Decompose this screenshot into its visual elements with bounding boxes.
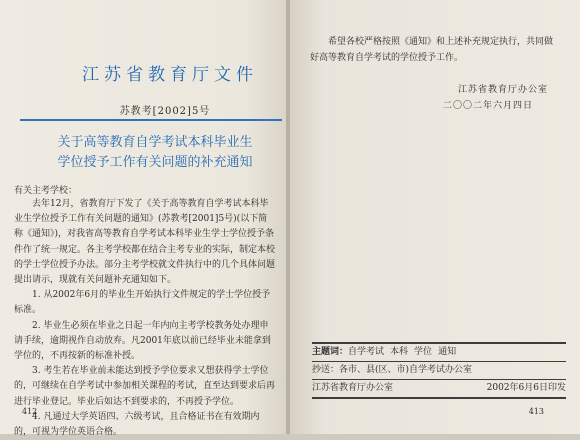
paragraph: 3. 考生若在毕业前未能达到授予学位要求又想获得学士学位的，可继续在自学考试中参加相关课程的考试，直至达到要求后再进行毕业登记。毕业后如达不到要求的，不再授予学位。: [14, 366, 276, 407]
cc-row: [312, 362, 566, 379]
issuer: 江苏省教育厅办公室: [312, 383, 394, 393]
right-page: [290, 0, 580, 434]
keyword: 自学考试: [348, 347, 385, 357]
subject-label: 主题词：: [312, 347, 349, 357]
keyword: 学位: [414, 347, 433, 357]
keyword: 本科: [390, 347, 409, 357]
left-page: [0, 0, 288, 438]
document-footer-metadata: [312, 342, 566, 399]
paragraph: 去年12月，省教育厅下发了《关于高等教育自学考试本科毕业生学位授予工作有关问题的通知》(苏教考[2001]5号)(以下简称《通知》)，对我省高等教育自学考试本科毕业生学士学位授予条件作了统一规定。各主考学校都在结合主考专业的实际，制定本校的学士学位授予办法。部分主考学校就文件执行中的几个具体问题提出请示，现就有关问题补充通知如下。: [14, 199, 276, 286]
title-line-2: 学位授予工作有关问题的补充通知: [57, 155, 253, 170]
paragraph: 1. 从2002年6月的毕业生开始执行文件规定的学士学位授予标准。: [14, 290, 271, 316]
document-title: [40, 133, 270, 173]
issuer-row: [312, 380, 566, 397]
cc-text: 抄送：各市、县(区、市)自学考试办公室: [312, 365, 473, 375]
page-number: 413: [528, 407, 544, 416]
divider: [312, 397, 566, 399]
signature-organization: 江苏省教育厅办公室: [458, 85, 549, 95]
body-text: [14, 197, 276, 440]
signature-date: 二〇〇二年六月四日: [443, 101, 534, 111]
title-line-1: 关于高等教育自学考试本科毕业生: [57, 135, 253, 150]
subject-keywords-row: [312, 344, 566, 361]
header-rule: [20, 119, 282, 121]
paragraph: 希望各校严格按照《通知》和上述补充规定执行，共同做好高等教育自学考试的学位授予工作。: [310, 37, 554, 63]
closing-text: [310, 35, 560, 66]
paragraph: 2. 毕业生必须在毕业之日起一年内向主考学校教务处办理申请手续，逾期视作自动放弃。凡2001年底以前已经毕业未能拿到学位的，不再按新的标准补授。: [14, 320, 271, 362]
salutation: 有关主考学校：: [14, 186, 78, 196]
document-number: 苏教考[2002]5号: [119, 106, 211, 117]
keyword: 通知: [438, 347, 457, 357]
document-header: 江苏省教育厅文件: [82, 65, 258, 85]
issue-date: 2002年6月6日印发: [486, 383, 566, 393]
page-number: 412: [22, 407, 38, 416]
paragraph: 4. 凡通过大学英语四、六级考试，且合格证书在有效期内的，可视为学位英语合格。: [14, 411, 260, 438]
